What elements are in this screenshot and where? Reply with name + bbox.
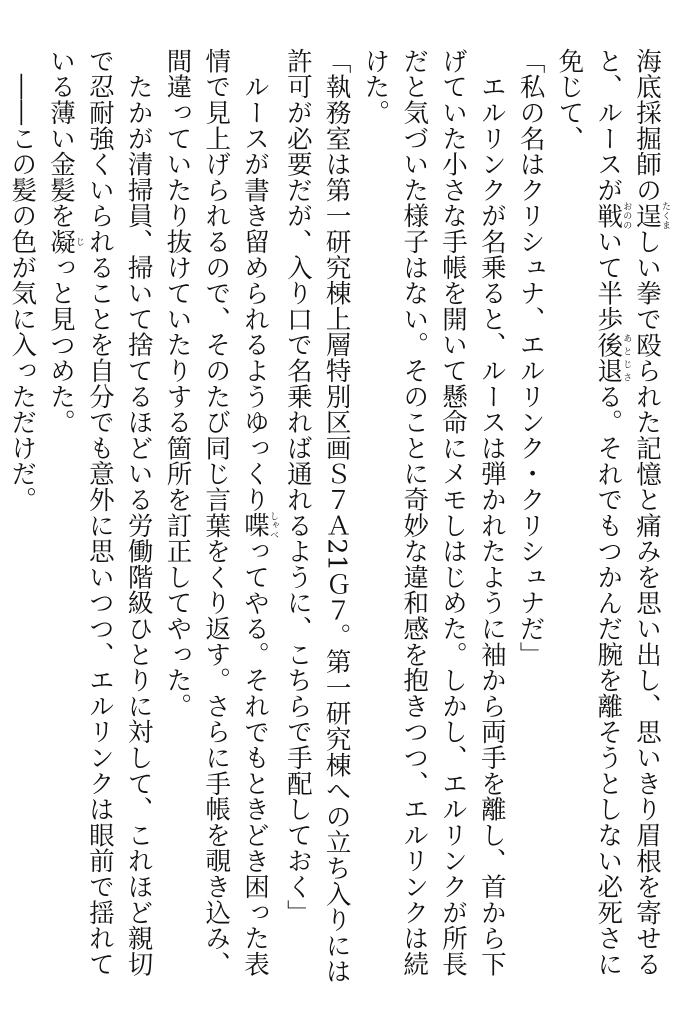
text-run: ルースが書き留められるようゆっくり xyxy=(240,48,271,513)
ruby-word xyxy=(593,201,632,230)
text-run: 「私の名はクリシュナ、エルリンク・クリシュナだ」 xyxy=(515,48,546,668)
text-run: る。それでもつかんだ腕を離そうとしない必死さに免じて、 xyxy=(554,48,624,977)
text-run: エルリンクが名乗ると、ルースは弾かれたように袖から両手を離し、首から下げていた小さな手帳を開いて懸命にメモしはじめた。しかし、エルリンクが所長だと気づいた様子はない。そのことに奇妙な違和感を抱きつつ、エルリンクは続けた。 xyxy=(360,48,507,977)
paragraph-5 xyxy=(158,48,278,998)
text-run: たかが清掃員、掃いて捨てるほどいる労働階級ひとりに対して、これほど親切で忍耐強くいられることを自分でも意外に思いつつ、エルリンクは眼前で揺れている薄い金髪を xyxy=(46,48,154,977)
text-run: 「執務室は第一研究棟上層特別区画Ｓ７Ａ21Ｇ７。第一研究棟への立ち入りには許可が必要だが、入り口で名乗れば通れるように、こちらで手配しておく」 xyxy=(282,48,352,985)
text-run: ってやる。それでもときどき困った表情で見上げられるので、そのたび同じ言葉をくり返す。さらに手帳を覗き込み、間違っていたり抜けていたりする箇所を訂正してやった。 xyxy=(162,48,271,977)
ruby-base: 凝 xyxy=(46,228,77,255)
text-run: いて半歩 xyxy=(593,228,624,332)
text-run: 海底採掘師の xyxy=(632,48,662,203)
ruby-word xyxy=(593,331,632,384)
ruby-word xyxy=(240,511,279,540)
vertical-text-body xyxy=(7,48,670,998)
paragraph-1 xyxy=(550,48,670,998)
ruby-reading: あとじさ xyxy=(621,331,632,384)
paragraph-4 xyxy=(278,48,356,998)
paragraph-6 xyxy=(41,48,157,998)
paragraph-8 xyxy=(0,48,2,998)
ruby-base: 逞 xyxy=(632,201,662,230)
ruby-word xyxy=(46,228,85,255)
text-run: ――この髪の色が気に入っただけだ。 xyxy=(7,48,38,513)
ruby-base: 戦 xyxy=(593,201,624,230)
paragraph-2 xyxy=(511,48,550,998)
ruby-reading: しゃべ xyxy=(268,511,279,540)
ruby-reading: じ xyxy=(74,228,85,255)
paragraph-3 xyxy=(356,48,511,998)
text-run: しい拳で殴られた記憶と痛みを思い出し、思いきり眉根を寄せると、ルースが xyxy=(593,48,662,977)
text-run: っと見つめた。 xyxy=(46,254,77,436)
ruby-reading: おのの xyxy=(621,201,632,230)
ruby-reading: たくま xyxy=(660,201,670,230)
paragraph-7 xyxy=(2,48,41,998)
ruby-base: 喋 xyxy=(240,511,271,540)
ruby-word xyxy=(632,201,670,230)
ruby-base: 後退 xyxy=(593,331,624,384)
